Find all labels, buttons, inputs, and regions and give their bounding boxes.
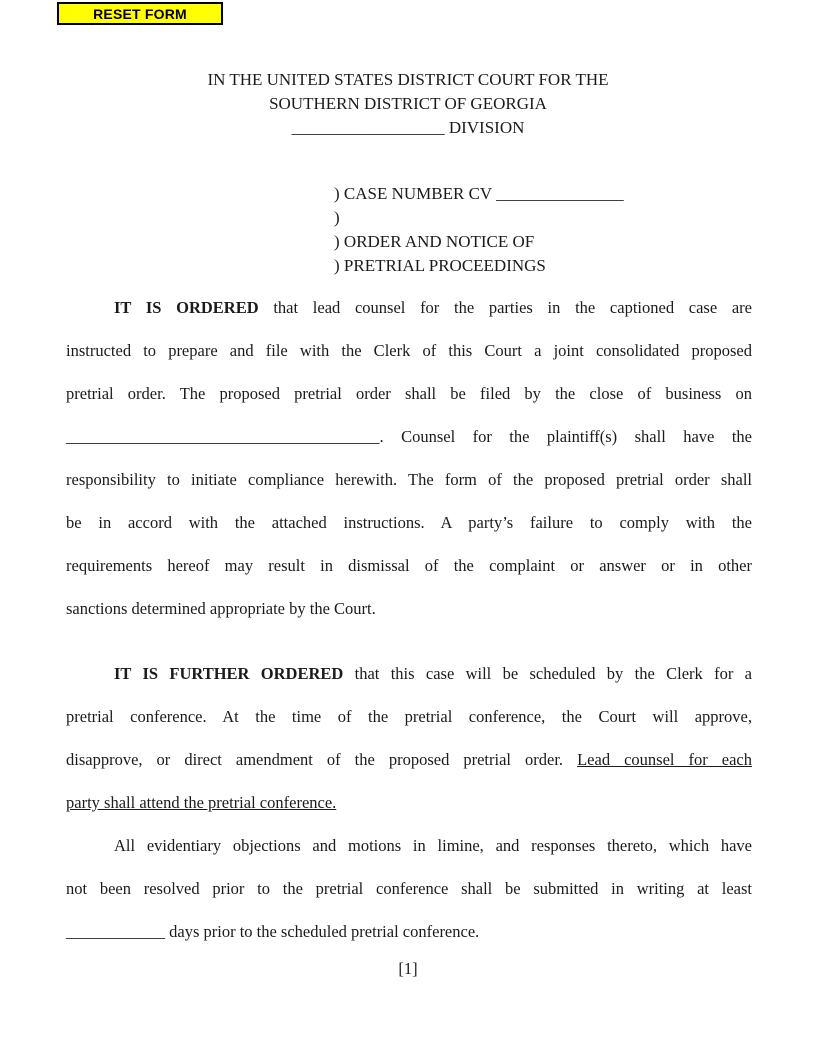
text-line — [66, 501, 752, 544]
text-line — [66, 738, 752, 781]
caption-line-order-title2: ) PRETRIAL PROCEEDINGS — [334, 256, 546, 275]
text-segment: pretrial conference. At the time of the pretrial conference, the Court will approve, — [66, 707, 752, 726]
case-caption — [334, 182, 816, 278]
text-segment: days prior to the scheduled pretrial conference. — [165, 922, 480, 941]
text-line — [66, 910, 752, 953]
text-segment: instructed to prepare and file with the Clerk of this Court a joint consolidated proposed — [66, 341, 752, 360]
text-segment: IT IS FURTHER ORDERED — [114, 664, 344, 683]
text-segment: that this case will be scheduled by the Clerk for a — [343, 664, 752, 683]
page-number: [1] — [398, 959, 418, 978]
text-segment: that lead counsel for the parties in the captioned case are — [258, 298, 753, 317]
text-line — [66, 587, 752, 630]
text-segment: sanctions determined appropriate by the Court. — [66, 599, 376, 618]
paragraph — [66, 824, 752, 953]
text-line — [66, 781, 752, 824]
text-line — [66, 544, 752, 587]
text-line — [66, 867, 752, 910]
text-segment: responsibility to initiate compliance herewith. The form of the proposed pretrial order shall — [66, 470, 752, 489]
document-paragraphs — [66, 286, 752, 953]
case-number-blank[interactable]: _______________ — [496, 184, 624, 203]
case-number-label: ) CASE NUMBER CV — [334, 184, 497, 203]
text-segment: not been resolved prior to the pretrial conference shall be submitted in writing at least — [66, 879, 752, 898]
text-segment: be in accord with the attached instructions. A party’s failure to comply with the — [66, 513, 752, 532]
division-label: DIVISION — [444, 118, 525, 137]
text-segment: IT IS ORDERED — [114, 298, 259, 317]
text-segment: requirements hereof may result in dismissal of the complaint or answer or in other — [66, 556, 752, 575]
text-segment: . Counsel for the plaintiff(s) shall have the — [379, 427, 752, 446]
text-line — [66, 652, 752, 695]
text-segment: disapprove, or direct amendment of the proposed pretrial order. — [66, 750, 578, 769]
fill-in-blank[interactable]: ____________ — [66, 922, 165, 941]
text-line — [66, 286, 752, 329]
division-blank[interactable]: __________________ — [291, 118, 445, 137]
text-line — [66, 372, 752, 415]
caption-line-order-title: ) ORDER AND NOTICE OF — [334, 232, 535, 251]
reset-form-button[interactable]: RESET FORM — [57, 2, 223, 25]
text-line — [66, 415, 752, 458]
text-line — [66, 695, 752, 738]
text-segment: All evidentiary objections and motions in limine, and responses thereto, which have — [114, 836, 752, 855]
division-line — [0, 116, 816, 140]
paragraph — [66, 652, 752, 824]
court-name-line1: IN THE UNITED STATES DISTRICT COURT FOR THE — [207, 70, 609, 89]
text-line — [66, 824, 752, 867]
caption-line-case-number — [334, 182, 816, 206]
paragraph — [66, 286, 752, 630]
fill-in-blank[interactable]: ______________________________________ — [66, 427, 380, 446]
text-line — [66, 329, 752, 372]
text-line — [66, 458, 752, 501]
caption-line-paren: ) — [334, 208, 340, 227]
text-segment: Lead counsel for each — [577, 750, 753, 769]
text-segment: party shall attend the pretrial conference. — [66, 793, 337, 812]
text-segment: pretrial order. The proposed pretrial order shall be filed by the close of business on — [66, 384, 752, 403]
court-name-line2: SOUTHERN DISTRICT OF GEORGIA — [269, 94, 547, 113]
